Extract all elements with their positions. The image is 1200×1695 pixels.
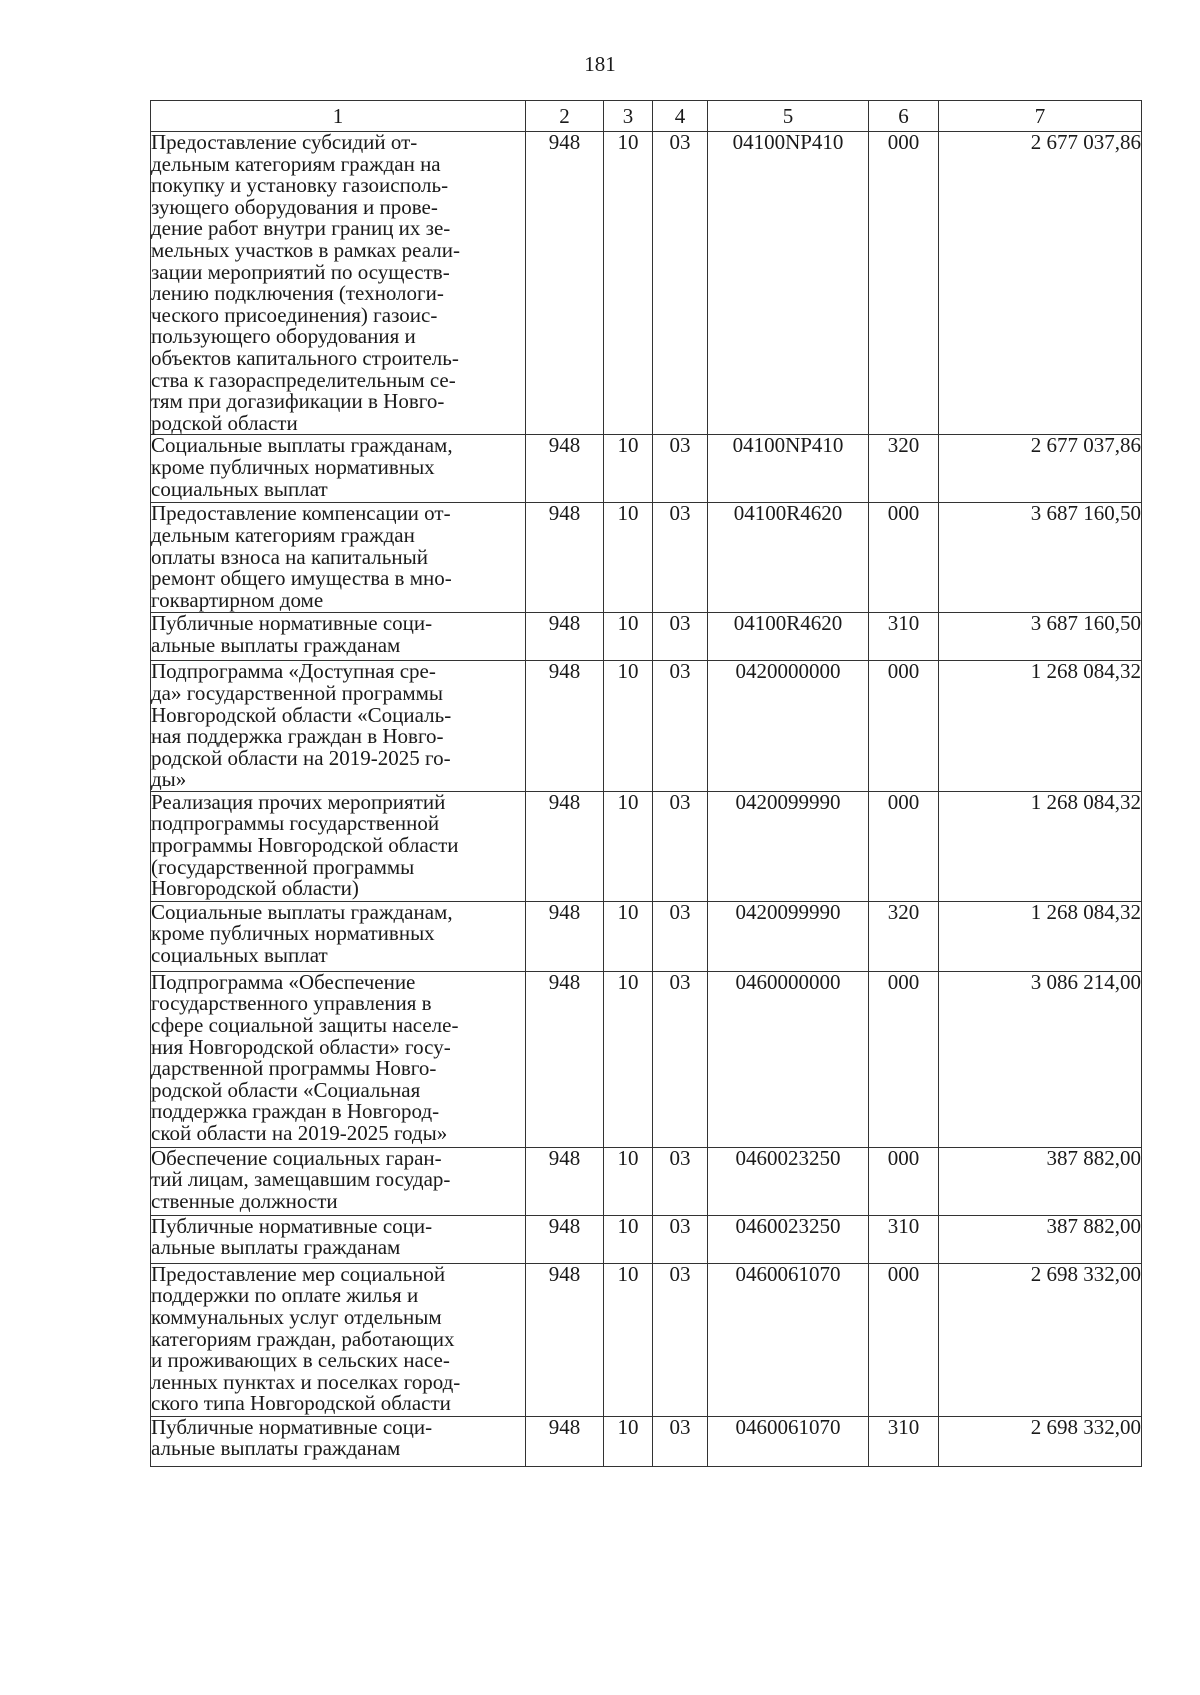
expense-type-cell: 310 — [869, 1215, 939, 1263]
item-name-line: Обеспечение социальных гаран- — [151, 1145, 442, 1170]
item-name — [151, 1414, 525, 1461]
item-name-line: Публичные нормативные соци- — [151, 611, 433, 636]
item-name-line: альные выплаты гражданам — [151, 632, 401, 657]
item-name-line: дение работ внутри границ их зе- — [151, 216, 451, 241]
item-name-line: сфере социальной защиты населе- — [151, 1013, 459, 1038]
item-name-cell — [151, 1215, 526, 1263]
table-row — [151, 613, 1142, 661]
expense-type-cell: 320 — [869, 901, 939, 971]
item-name-line: мельных участков в рамках реали- — [151, 237, 460, 262]
ministry-code-cell: 948 — [526, 503, 604, 613]
target-item-cell: 0460023250 — [708, 1215, 869, 1263]
table-row — [151, 435, 1142, 503]
item-name-cell — [151, 1416, 526, 1466]
table-row — [151, 503, 1142, 613]
target-item-cell: 0420000000 — [708, 661, 869, 792]
expense-type-cell: 310 — [869, 1416, 939, 1466]
item-name — [151, 132, 525, 434]
item-name-line: ная поддержка граждан в Новго- — [151, 724, 444, 749]
item-name-cell — [151, 132, 526, 435]
item-name — [151, 503, 525, 611]
expense-type-cell: 310 — [869, 613, 939, 661]
item-name-line: зующего оборудования и прове- — [151, 194, 438, 219]
ministry-code-cell: 948 — [526, 791, 604, 901]
header-cell-col6: 6 — [869, 101, 939, 132]
ministry-code-cell: 948 — [526, 1263, 604, 1416]
amount-cell: 387 882,00 — [939, 1215, 1142, 1263]
item-name — [151, 1213, 525, 1260]
item-name-line: Новгородской области «Социаль- — [151, 702, 452, 727]
item-name-cell — [151, 503, 526, 613]
amount-cell: 1 268 084,32 — [939, 791, 1142, 901]
item-name-line: покупку и установку газоисполь- — [151, 173, 449, 198]
ministry-code-cell: 948 — [526, 661, 604, 792]
target-item-cell: 0420099990 — [708, 791, 869, 901]
section-code-cell: 10 — [604, 1263, 653, 1416]
target-item-cell: 04100R4620 — [708, 503, 869, 613]
item-name-line: тям при догазификации в Новго- — [151, 389, 445, 414]
section-code-cell: 10 — [604, 132, 653, 435]
amount-cell: 387 882,00 — [939, 1147, 1142, 1215]
expense-type-cell: 000 — [869, 1263, 939, 1416]
ministry-code-cell: 948 — [526, 613, 604, 661]
expense-type-cell: 000 — [869, 1147, 939, 1215]
table-row — [151, 1416, 1142, 1466]
target-item-cell: 04100NP410 — [708, 132, 869, 435]
item-name-line: (государственной программы — [151, 854, 415, 879]
item-name-line: объектов капитального строитель- — [151, 345, 459, 370]
section-code-cell: 10 — [604, 971, 653, 1147]
header-cell-col3: 3 — [604, 101, 653, 132]
section-code-cell: 10 — [604, 1147, 653, 1215]
expense-type-cell: 000 — [869, 791, 939, 901]
item-name-cell — [151, 1263, 526, 1416]
item-name — [151, 1261, 525, 1416]
item-name — [151, 435, 525, 500]
section-code-cell: 10 — [604, 791, 653, 901]
item-name-line: программы Новгородской области — [151, 833, 459, 858]
amount-cell: 2 698 332,00 — [939, 1416, 1142, 1466]
section-code-cell: 10 — [604, 503, 653, 613]
item-name-cell — [151, 791, 526, 901]
item-name-cell — [151, 613, 526, 661]
item-name-line: социальных выплат — [151, 943, 328, 968]
item-name-line: Публичные нормативные соци- — [151, 1213, 433, 1238]
item-name — [151, 789, 525, 901]
ministry-code-cell: 948 — [526, 1215, 604, 1263]
target-item-cell: 04100NP410 — [708, 435, 869, 503]
header-cell-col4: 4 — [653, 101, 708, 132]
item-name-line: родской области — [151, 410, 298, 435]
item-name-line: Подпрограмма «Обеспечение — [151, 969, 416, 994]
budget-table — [150, 100, 1142, 1467]
ministry-code-cell: 948 — [526, 1147, 604, 1215]
table-row — [151, 661, 1142, 792]
section-code-cell: 10 — [604, 613, 653, 661]
section-code-cell: 10 — [604, 1215, 653, 1263]
table-row — [151, 132, 1142, 435]
target-item-cell: 0460000000 — [708, 971, 869, 1147]
item-name-line: и проживающих в сельских насе- — [151, 1348, 450, 1373]
item-name-line: зации мероприятий по осуществ- — [151, 259, 450, 284]
item-name-line: да» государственной программы — [151, 680, 444, 705]
amount-cell: 2 677 037,86 — [939, 132, 1142, 435]
table-header — [151, 101, 1142, 132]
item-name-line: Новгородской области) — [151, 876, 359, 901]
item-name-line: Социальные выплаты гражданам, — [151, 899, 453, 924]
expense-type-cell: 000 — [869, 132, 939, 435]
table-row — [151, 901, 1142, 971]
item-name-line: оплаты взноса на капитальный — [151, 544, 428, 569]
item-name-line: гоквартирном доме — [151, 587, 324, 612]
expense-type-cell: 000 — [869, 503, 939, 613]
item-name — [151, 1145, 525, 1214]
target-item-cell: 0460023250 — [708, 1147, 869, 1215]
item-name-line: поддержки по оплате жилья и — [151, 1283, 419, 1308]
ministry-code-cell: 948 — [526, 435, 604, 503]
header-cell-col7: 7 — [939, 101, 1142, 132]
item-name-line: Предоставление мер социальной — [151, 1261, 446, 1286]
item-name-line: ческого присоединения) газоис- — [151, 302, 438, 327]
subsection-code-cell: 03 — [653, 1215, 708, 1263]
item-name — [151, 613, 525, 656]
item-name — [151, 661, 525, 791]
table-row — [151, 971, 1142, 1147]
target-item-cell: 0460061070 — [708, 1416, 869, 1466]
ministry-code-cell: 948 — [526, 132, 604, 435]
item-name-line: ственные должности — [151, 1189, 338, 1214]
amount-cell: 3 086 214,00 — [939, 971, 1142, 1147]
item-name-line: подпрограммы государственной — [151, 811, 440, 836]
target-item-cell: 0420099990 — [708, 901, 869, 971]
subsection-code-cell: 03 — [653, 661, 708, 792]
subsection-code-cell: 03 — [653, 901, 708, 971]
item-name-line: альные выплаты гражданам — [151, 1436, 401, 1461]
subsection-code-cell: 03 — [653, 791, 708, 901]
item-name-cell — [151, 435, 526, 503]
subsection-code-cell: 03 — [653, 435, 708, 503]
table-row — [151, 791, 1142, 901]
item-name-cell — [151, 971, 526, 1147]
section-code-cell: 10 — [604, 901, 653, 971]
section-code-cell: 10 — [604, 661, 653, 792]
amount-cell: 2 677 037,86 — [939, 435, 1142, 503]
item-name — [151, 899, 525, 968]
item-name-line: ния Новгородской области» госу- — [151, 1034, 451, 1059]
amount-cell: 3 687 160,50 — [939, 613, 1142, 661]
item-name-line: пользующего оборудования и — [151, 324, 416, 349]
target-item-cell: 04100R4620 — [708, 613, 869, 661]
item-name-line: ского типа Новгородской области — [151, 1391, 451, 1416]
item-name-line: дарственной программы Новго- — [151, 1056, 437, 1081]
item-name-line: дельным категориям граждан — [151, 522, 415, 547]
table-row — [151, 1147, 1142, 1215]
item-name-line: ства к газораспределительным се- — [151, 367, 456, 392]
item-name-line: Предоставление субсидий от- — [151, 130, 418, 154]
table-row — [151, 1263, 1142, 1416]
subsection-code-cell: 03 — [653, 132, 708, 435]
header-row — [151, 101, 1142, 132]
target-item-cell: 0460061070 — [708, 1263, 869, 1416]
subsection-code-cell: 03 — [653, 1416, 708, 1466]
item-name-line: родской области на 2019-2025 го- — [151, 745, 451, 770]
item-name-line: Социальные выплаты гражданам, — [151, 433, 453, 458]
item-name-line: альные выплаты гражданам — [151, 1235, 401, 1260]
header-cell-col1: 1 — [151, 101, 526, 132]
item-name-line: государственного управления в — [151, 991, 432, 1016]
ministry-code-cell: 948 — [526, 901, 604, 971]
subsection-code-cell: 03 — [653, 971, 708, 1147]
subsection-code-cell: 03 — [653, 503, 708, 613]
section-code-cell: 10 — [604, 1416, 653, 1466]
item-name-line: Подпрограмма «Доступная сре- — [151, 659, 436, 684]
item-name-line: кроме публичных нормативных — [151, 454, 435, 479]
page-number: 181 — [584, 52, 616, 76]
item-name-line: ды» — [151, 767, 187, 792]
item-name-cell — [151, 1147, 526, 1215]
item-name-line: категориям граждан, работающих — [151, 1326, 455, 1351]
item-name-line: поддержка граждан в Новгород- — [151, 1099, 440, 1124]
item-name-line: тий лицам, замещавшим государ- — [151, 1167, 451, 1192]
amount-cell: 2 698 332,00 — [939, 1263, 1142, 1416]
item-name-line: кроме публичных нормативных — [151, 921, 435, 946]
section-code-cell: 10 — [604, 435, 653, 503]
table-body — [151, 132, 1142, 1467]
header-cell-col5: 5 — [708, 101, 869, 132]
ministry-code-cell: 948 — [526, 971, 604, 1147]
amount-cell: 1 268 084,32 — [939, 901, 1142, 971]
item-name-line: коммунальных услуг отдельным — [151, 1305, 442, 1330]
subsection-code-cell: 03 — [653, 1147, 708, 1215]
item-name-line: лению подключения (технологи- — [151, 281, 444, 306]
amount-cell: 1 268 084,32 — [939, 661, 1142, 792]
item-name-line: Реализация прочих мероприятий — [151, 789, 446, 814]
subsection-code-cell: 03 — [653, 613, 708, 661]
ministry-code-cell: 948 — [526, 1416, 604, 1466]
header-cell-col2: 2 — [526, 101, 604, 132]
item-name-line: родской области «Социальная — [151, 1077, 421, 1102]
item-name-cell — [151, 901, 526, 971]
item-name-line: Публичные нормативные соци- — [151, 1414, 433, 1439]
item-name-line: дельным категориям граждан на — [151, 151, 441, 176]
item-name-line: ской области на 2019-2025 годы» — [151, 1121, 448, 1146]
item-name-line: Предоставление компенсации от- — [151, 501, 451, 526]
item-name-line: социальных выплат — [151, 476, 328, 501]
item-name-line: ремонт общего имущества в мно- — [151, 566, 452, 591]
item-name-cell — [151, 661, 526, 792]
item-name-line: ленных пунктах и поселках город- — [151, 1369, 461, 1394]
subsection-code-cell: 03 — [653, 1263, 708, 1416]
table-row — [151, 1215, 1142, 1263]
item-name — [151, 969, 525, 1146]
expense-type-cell: 000 — [869, 971, 939, 1147]
amount-cell: 3 687 160,50 — [939, 503, 1142, 613]
expense-type-cell: 320 — [869, 435, 939, 503]
expense-type-cell: 000 — [869, 661, 939, 792]
